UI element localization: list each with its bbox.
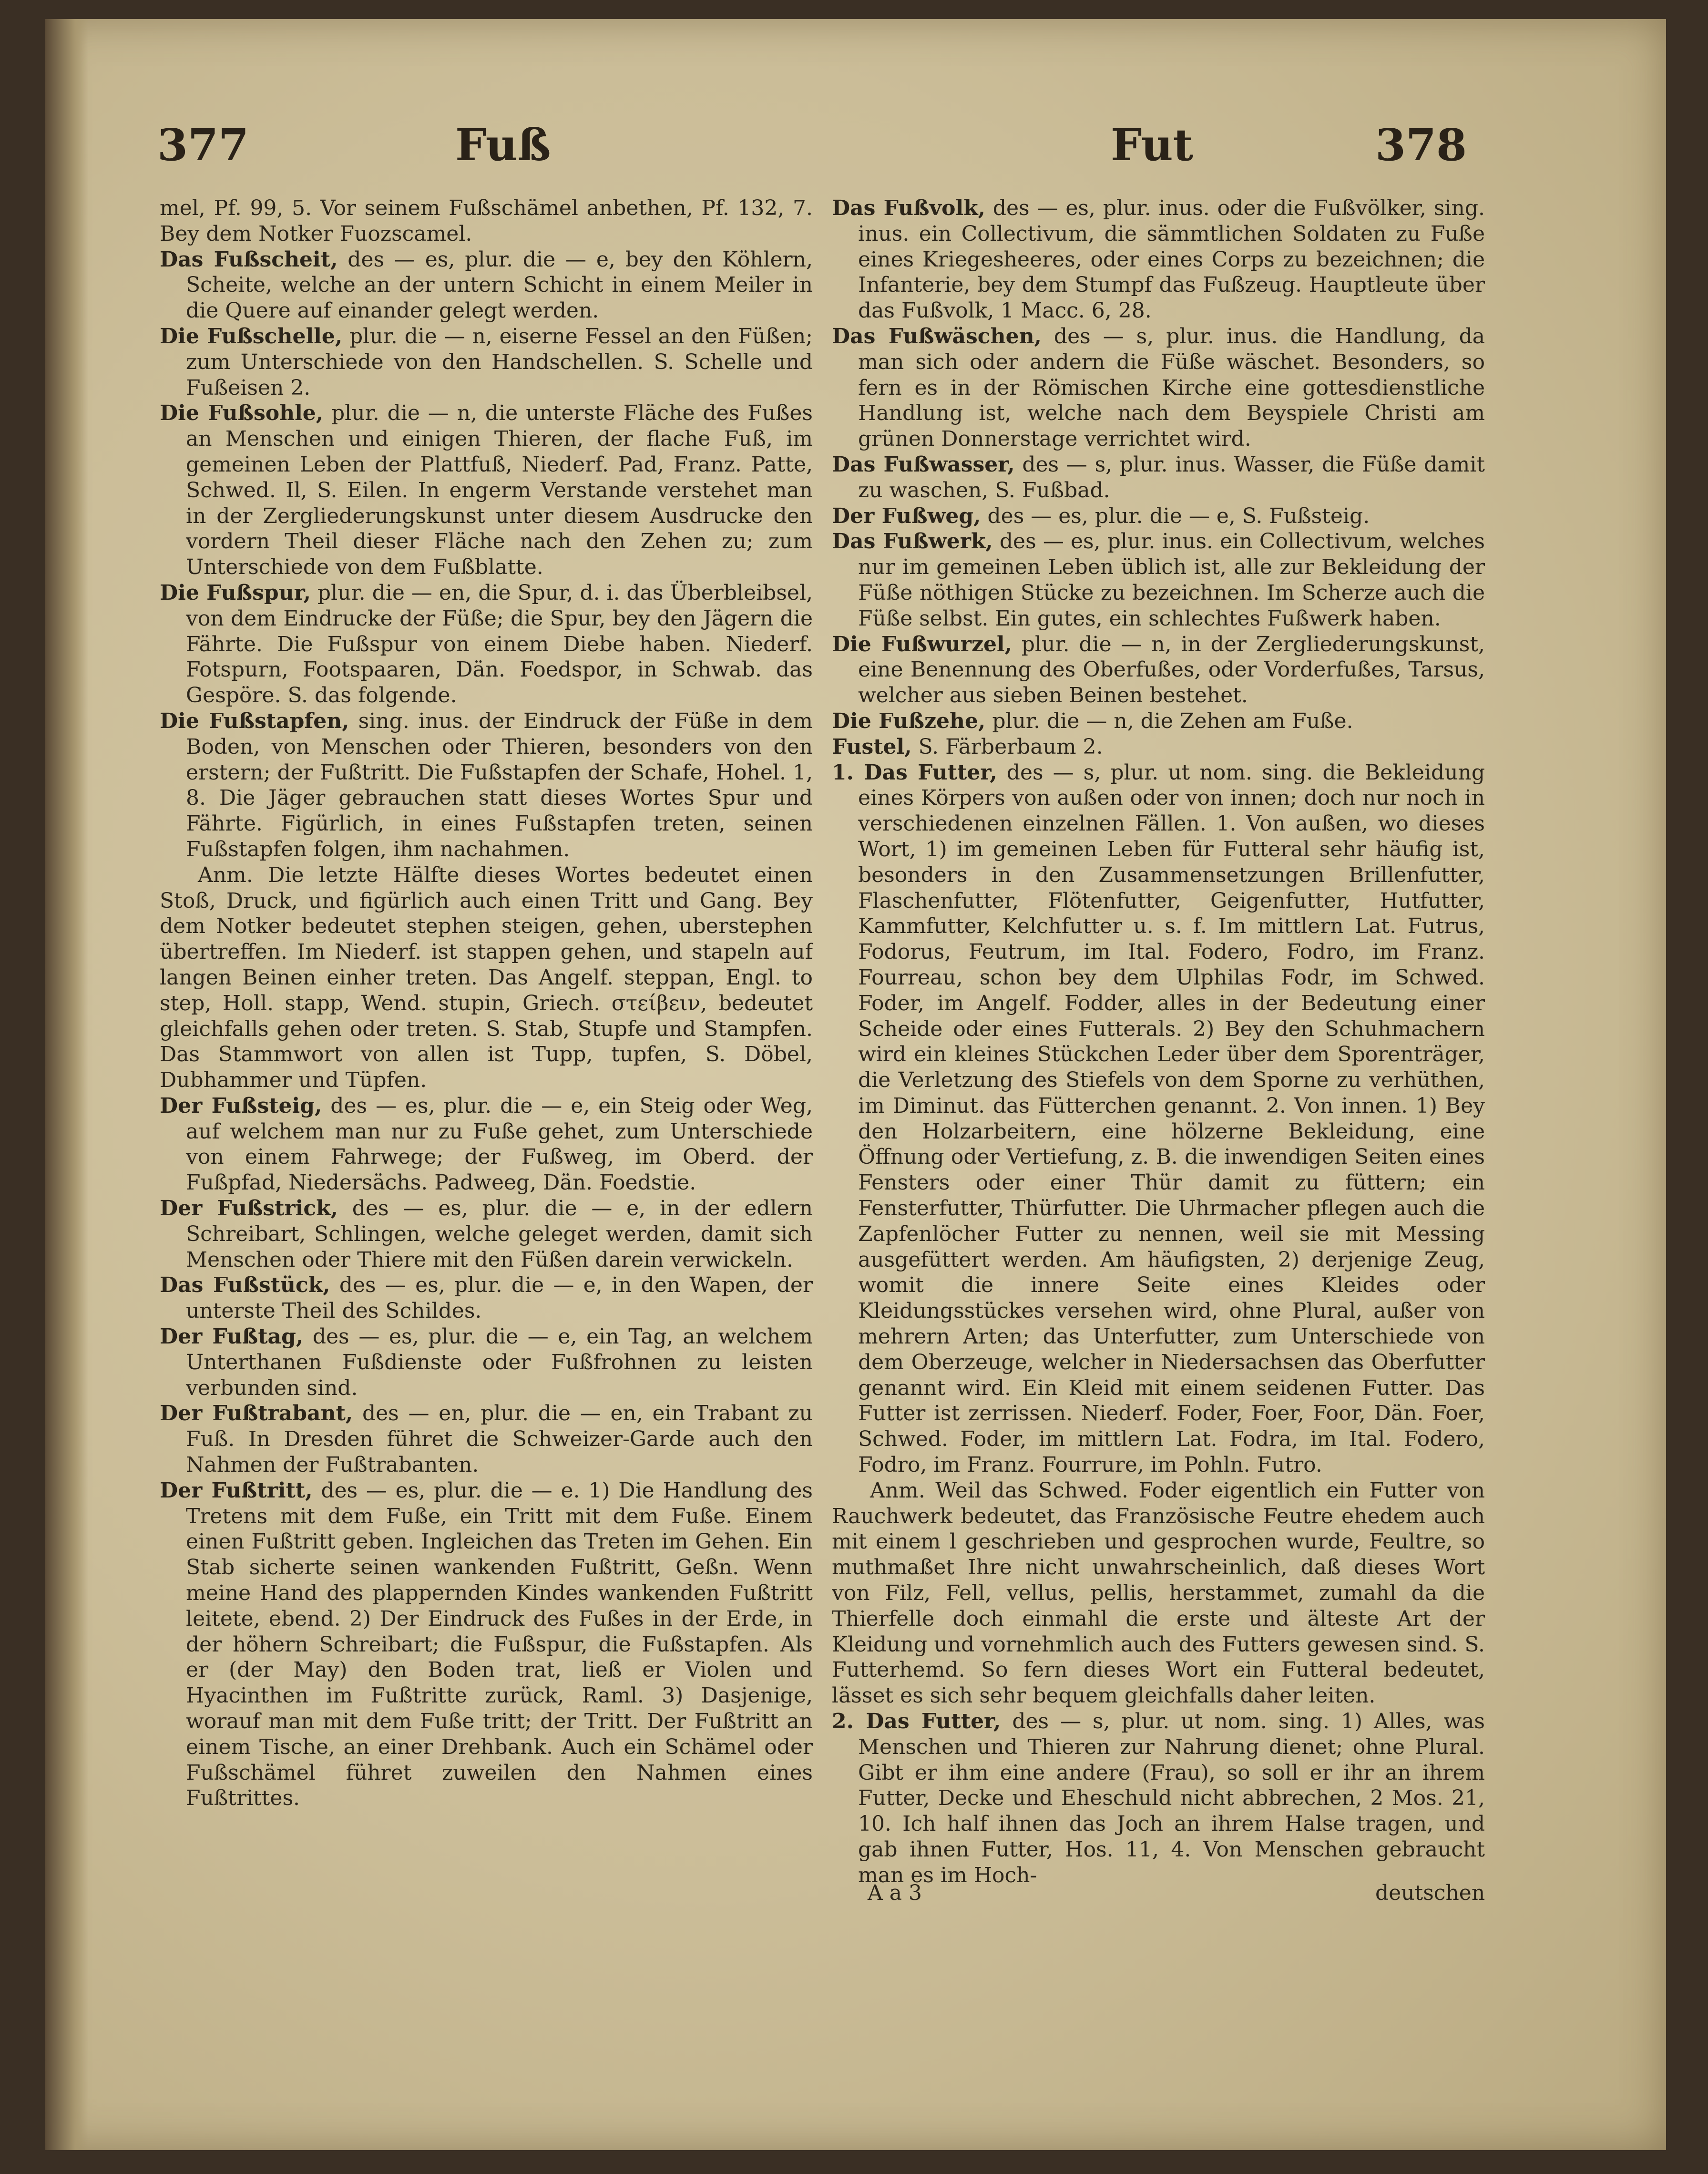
entry-text: sing. inus. der Eindruck der Füße in dem Boden, von Menschen oder Thieren, besonders von den erstern; der Fußtritt. Die Fußstapfen der Schafe, Hohel. 1, 8. Die Jäger gebrauchen statt dieses Wortes Spur und Fährte. Figürlich, in eines Fußstapfen treten, seinen Fußstapfen folgen, ihm nachahmen. bbox=[186, 708, 813, 861]
entry-headword: Die Fußstapfen, bbox=[160, 708, 349, 733]
entry-text: plur. die — n, in der Zergliederungskunst, eine Benennung des Oberfußes, oder Vorderfußes, Tarsus, welcher aus sieben Beinen bestehet. bbox=[858, 632, 1485, 708]
entry bbox=[160, 1196, 813, 1272]
entry bbox=[832, 760, 1485, 1478]
entry bbox=[832, 195, 1485, 324]
entry bbox=[832, 734, 1485, 760]
entry-headword: Das Fußscheit, bbox=[160, 247, 338, 272]
entry-text: plur. die — n, die Zehen am Fuße. bbox=[992, 708, 1353, 733]
entry bbox=[832, 632, 1485, 708]
entry-headword: Fustel, bbox=[832, 734, 912, 759]
page-number-left: 377 bbox=[157, 119, 249, 171]
entry-note bbox=[160, 862, 813, 1093]
entry-note bbox=[832, 1478, 1485, 1709]
entry-headword: Der Fußtrabant, bbox=[160, 1401, 353, 1426]
entry bbox=[832, 324, 1485, 452]
entry-text: des — s, plur. inus. die Handlung, da man sich oder andern die Füße wäschet. Besonders, so fern es in der Römischen Kirche eine gottesdienstliche Handlung ist, welche nach dem Beyspiele Christi am grünen Donnerstage verrichtet wird. bbox=[858, 324, 1485, 451]
entry-headword: Der Fußsteig, bbox=[160, 1093, 322, 1118]
entry-headword: Das Fußvolk, bbox=[832, 196, 985, 220]
entry-text: plur. die — n, eiserne Fessel an den Füßen; zum Unterschiede von den Handschellen. S. Schelle und Fußeisen 2. bbox=[186, 324, 813, 400]
entry-text: Anm. Die letzte Hälfte dieses Wortes bedeutet einen Stoß, Druck, und figürlich auch einen Tritt und Gang. Bey dem Notker bedeutet stephen steigen, gehen, uberstephen übertreffen. Im Niederf. ist stappen gehen, und stapeln auf langen Beinen einher treten. Das Angelf. steppan, Engl. to step, Holl. stapp, Wend. stupin, Griech. στείβειν, bedeutet gleichfalls gehen oder treten. S. Stab, Stupfe und Stampfen. Das Stammwort von allen ist Tupp, tupfen, S. Döbel, Dubhammer und Tüpfen. bbox=[160, 862, 813, 1093]
entry-text: des — es, plur. die — e, S. Fußsteig. bbox=[987, 503, 1370, 528]
entry bbox=[832, 529, 1485, 631]
left-column bbox=[160, 195, 813, 1811]
entry-headword: Der Fußtritt, bbox=[160, 1478, 313, 1503]
entry-text: des — es, plur. die — e, bey den Köhlern, Scheite, welche an der untern Schicht in einem Meiler in die Quere auf einander gelegt werden. bbox=[186, 247, 813, 323]
entry-headword: Das Fußwasser, bbox=[832, 452, 1015, 477]
entry bbox=[832, 708, 1485, 734]
entry-text: des — es, plur. inus. oder die Fußvölker, sing. inus. ein Collectivum, die sämmtlichen Soldaten zu Fuße eines Kriegesheeres, oder eines Corps zu bezeichnen; die Infanterie, bey dem Stumpf das Fußzeug. Hauptleute über das Fußvolk, 1 Macc. 6, 28. bbox=[858, 196, 1485, 323]
entry-text: des — es, plur. die — e, ein Steig oder Weg, auf welchem man nur zu Fuße gehet, zum Unterschiede von einem Fahrwege; der Fußweg, im Oberd. der Fußpfad, Niedersächs. Padweeg, Dän. Foedstie. bbox=[186, 1093, 813, 1195]
running-head-right: Fut bbox=[1111, 119, 1194, 171]
entry-text: plur. die — en, die Spur, d. i. das Überbleibsel, von dem Eindrucke der Füße; die Spur, bey den Jägern die Fährte. Die Fußspur von einem Diebe haben. Niederf. Fotspurn, Footspaaren, Dän. Foedspor, in Schwab. das Gespöre. S. das folgende. bbox=[186, 580, 813, 708]
entry-headword: Die Fußwurzel, bbox=[832, 632, 1012, 656]
entry bbox=[160, 1401, 813, 1477]
running-head-left: Fuß bbox=[455, 119, 551, 171]
right-column bbox=[832, 195, 1485, 1888]
entry-text: des — es, plur. inus. ein Collectivum, welches nur im gemeinen Leben üblich ist, alle zur Bekleidung der Füße nöthigen Stücke zu bezeichnen. Im Scherze auch die Füße selbst. Ein gutes, ein schlechtes Fußwerk haben. bbox=[858, 529, 1485, 631]
entry-headword: 2. Das Futter, bbox=[832, 1709, 1001, 1734]
entry-headword: Das Fußwäschen, bbox=[832, 324, 1042, 349]
entry-headword: 1. Das Futter, bbox=[832, 760, 997, 785]
page-number-right: 378 bbox=[1375, 119, 1467, 171]
entry bbox=[160, 1272, 813, 1324]
entry bbox=[160, 708, 813, 862]
entry-text: mel, Pf. 99, 5. Vor seinem Fußschämel anbethen, Pf. 132, 7. Bey dem Notker Fuozscamel. bbox=[160, 196, 813, 246]
entry bbox=[160, 1478, 813, 1811]
entry-headword: Das Fußwerk, bbox=[832, 529, 993, 554]
entry-text: des — es, plur. die — e, in den Wapen, der unterste Theil des Schildes. bbox=[186, 1273, 813, 1323]
entry-text: des — es, plur. die — e, ein Tag, an welchem Unterthanen Fußdienste oder Fußfrohnen zu leisten verbunden sind. bbox=[186, 1324, 813, 1400]
entry bbox=[160, 1324, 813, 1401]
entry-headword: Das Fußstück, bbox=[160, 1273, 330, 1298]
entry bbox=[160, 247, 813, 324]
entry-text: des — en, plur. die — en, ein Trabant zu Fuß. In Dresden führet die Schweizer-Garde auch den Nahmen der Fußtrabanten. bbox=[186, 1401, 813, 1477]
entry bbox=[832, 452, 1485, 503]
entry-text: des — es, plur. die — e, in der edlern Schreibart, Schlingen, welche geleget werden, damit sich Menschen oder Thiere mit den Füßen darein verwickeln. bbox=[186, 1196, 813, 1272]
entry-headword: Der Fußweg, bbox=[832, 503, 981, 528]
entry bbox=[832, 503, 1485, 529]
entry-headword: Die Fußsohle, bbox=[160, 401, 324, 426]
book-page bbox=[45, 19, 1666, 2150]
entry-headword: Die Fußschelle, bbox=[160, 324, 343, 349]
entry-headword: Der Fußstrick, bbox=[160, 1196, 338, 1221]
entry-text: des — es, plur. die — e. 1) Die Handlung des Tretens mit dem Fuße, ein Tritt mit dem Fuße. Einem einen Fußtritt geben. Ingleichen das Treten im Gehen. Ein Stab sicherte seinen wankenden Fußtritt, Geßn. Wenn meine Hand des plappernden Kindes wankenden Fußtritt leitete, ebend. 2) Der Eindruck des Fußes in der Erde, in der höhern Schreibart; die Fußspur, die Fußstapfen. Als er (der May) den Boden trat, ließ er Violen und Hyacinthen im Fußtritte zurück, Raml. 3) Dasjenige, worauf man mit dem Fuße tritt; der Tritt. Der Fußtritt an einem Tische, an einer Drehbank. Auch ein Schämel oder Fußschämel führet zuweilen den Nahmen eines Fußtrittes. bbox=[186, 1478, 813, 1811]
entry-text: S. Färberbaum 2. bbox=[918, 734, 1103, 759]
binding-gutter bbox=[45, 19, 88, 2150]
entry-text: des — s, plur. ut nom. sing. die Bekleidung eines Körpers von außen oder von innen; doch nur noch in verschiedenen einzelnen Fällen. 1. Von außen, wo dieses Wort, 1) im gemeinen Leben für Futteral sehr häufig ist, besonders in den Zusammensetzungen Brillenfutter, Flaschenfutter, Flötenfutter, Geigenfutter, Hutfutter, Kammfutter, Kelchfutter u. s. f. Im mittlern Lat. Futrus, Fodorus, Feutrum, im Ital. Fodero, Fodro, im Franz. Fourreau, schon bey dem Ulphilas Fodr, im Schwed. Foder, im Angelf. Fodder, alles in der Bedeutung einer Scheide oder eines Futterals. 2) Bey den Schuhmachern wird ein kleines Stückchen Leder über dem Sporenträger, die Verletzung des Stiefels von dem Sporne zu verhüthen, im Diminut. das Fütterchen genannt. 2. Von innen. 1) Bey den Holzarbeitern, eine hölzerne Bekleidung, eine Öffnung oder Vertiefung, z. B. die inwendigen Seiten eines Fensters oder einer Thür damit zu füttern; ein Fensterfutter, Thürfutter. Die Uhrmacher pflegen auch die Zapfenlöcher Futter zu nennen, weil sie mit Messing ausgefüttert werden. Am häufigsten, 2) derjenige Zeug, womit die innere Seite eines Kleides oder Kleidungsstückes versehen wird, ohne Plural, außer von mehrern Arten; das Unterfutter, zum Unterschiede von dem Oberzeuge, welcher in Niedersachsen das Oberfutter genannt wird. Ein Kleid mit einem seidenen Futter. Das Futter ist zerrissen. Niederf. Foder, Foer, Foor, Dän. Foer, Schwed. Foder, im mittlern Lat. Fodra, im Ital. Fodero, Fodro, im Franz. Fourrure, im Pohln. Futro. bbox=[858, 760, 1485, 1477]
entry bbox=[160, 195, 813, 247]
entry bbox=[160, 400, 813, 580]
entry-text: plur. die — n, die unterste Fläche des Fußes an Menschen und einigen Thieren, der flache Fuß, im gemeinen Leben der Plattfuß, Niederf. Pad, Franz. Patte, Schwed. Il, S. Eilen. In engerm Verstande verstehet man in der Zergliederungskunst unter diesem Ausdrucke den vordern Theil dieser Fläche nach den Zehen zu; zum Unterschiede von dem Fußblatte. bbox=[186, 401, 813, 580]
catchword: deutschen bbox=[1375, 1881, 1485, 1905]
entry-text: des — s, plur. ut nom. sing. 1) Alles, was Menschen und Thieren zur Nahrung dienet; ohne Plural. Gibt er ihm eine andere (Frau), so soll er ihr an ihrem Futter, Decke und Eheschuld nicht abbrechen, 2 Mos. 21, 10. Ich half ihnen das Joch an ihrem Halse tragen, und gab ihnen Futter, Hos. 11, 4. Von Menschen gebraucht man es im Hoch- bbox=[858, 1709, 1485, 1887]
entry bbox=[160, 1093, 813, 1196]
entry bbox=[160, 580, 813, 708]
entry-text: des — s, plur. inus. Wasser, die Füße damit zu waschen, S. Fußbad. bbox=[858, 452, 1485, 502]
entry-headword: Die Fußzehe, bbox=[832, 708, 986, 733]
entry-headword: Der Fußtag, bbox=[160, 1324, 304, 1349]
signature-mark: A a 3 bbox=[868, 1881, 922, 1905]
entry bbox=[832, 1709, 1485, 1888]
entry-headword: Die Fußspur, bbox=[160, 580, 311, 605]
entry-text: Anm. Weil das Schwed. Foder eigentlich ein Futter von Rauchwerk bedeutet, das Französische Feutre ehedem auch mit einem l geschrieben und gesprochen wurde, Feultre, so muthmaßet Ihre nicht unwahrscheinlich, daß dieses Wort von Filz, Fell, vellus, pellis, herstammet, zumahl da die Thierfelle doch einmahl die erste und älteste Art der Kleidung und vornehmlich auch des Futters gewesen sind. S. Futterhemd. So fern dieses Wort ein Futteral bedeutet, lässet es sich sehr bequem gleichfalls daher leiten. bbox=[832, 1478, 1485, 1708]
entry bbox=[160, 324, 813, 400]
